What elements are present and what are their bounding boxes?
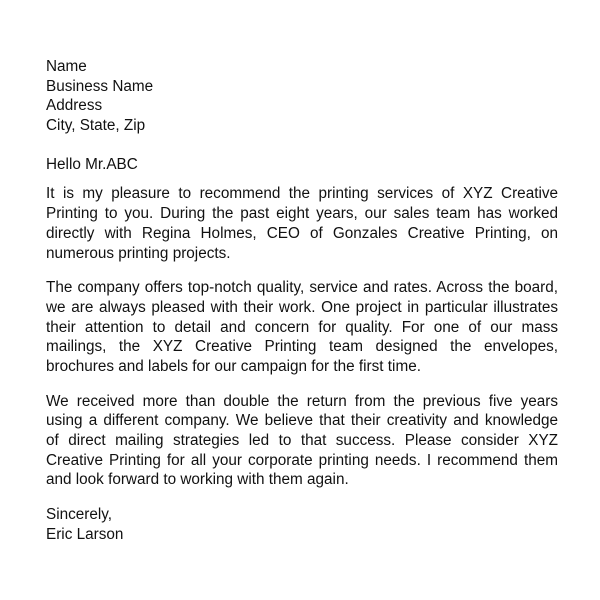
signer-name: Eric Larson (46, 525, 124, 543)
paragraph-3-line: We received more than double the return from the previous five years (46, 392, 558, 410)
paragraph-3-line: of direct mailing strategies led to that success. Please consider XYZ (46, 432, 558, 449)
salutation (46, 155, 558, 175)
paragraph-2-line: brochures and labels for our campaign for the first time. (46, 357, 421, 375)
closing-block (46, 505, 558, 544)
recipient-business-name: Business Name (46, 77, 154, 95)
recipient-name: Name (46, 58, 87, 75)
paragraph-3-line: Creative Printing for all your corporate printing needs. I recommend them (46, 451, 558, 469)
paragraph-2-line: mailings, the XYZ Creative Printing team designed the envelopes, (46, 338, 558, 356)
paragraph-1-line: numerous printing projects. (46, 244, 231, 262)
paragraph-1-line: directly with Regina Holmes, CEO of Gonzales Creative Printing, on (46, 224, 558, 242)
paragraph-1-line: It is my pleasure to recommend the printing services of XYZ Creative (46, 185, 558, 203)
sign-off: Sincerely, (46, 506, 113, 524)
paragraph-3-line: and look forward to working with them again. (46, 471, 349, 489)
paragraph-2-line: The company offers top-notch quality, service and rates. Across the board, (46, 279, 558, 297)
paragraph-2-line: their attention to detail and concern for quality. For one of our mass (46, 318, 558, 336)
paragraph-3 (46, 392, 558, 490)
recipient-street-address: Address (46, 97, 103, 115)
recipient-address-block (46, 57, 558, 136)
recommendation-letter (46, 57, 558, 544)
paragraph-2 (46, 278, 558, 376)
recipient-city-state-zip: City, State, Zip (46, 117, 146, 135)
paragraph-2-line: we are always pleased with their work. One project in particular illustrates (46, 298, 558, 316)
salutation-text: Hello Mr.ABC (46, 155, 138, 173)
paragraph-3-line: using a different company. We believe that their creativity and knowledge (46, 412, 558, 430)
paragraph-1 (46, 184, 558, 263)
paragraph-1-line: Printing to you. During the past eight years, our sales team has worked (46, 205, 558, 223)
